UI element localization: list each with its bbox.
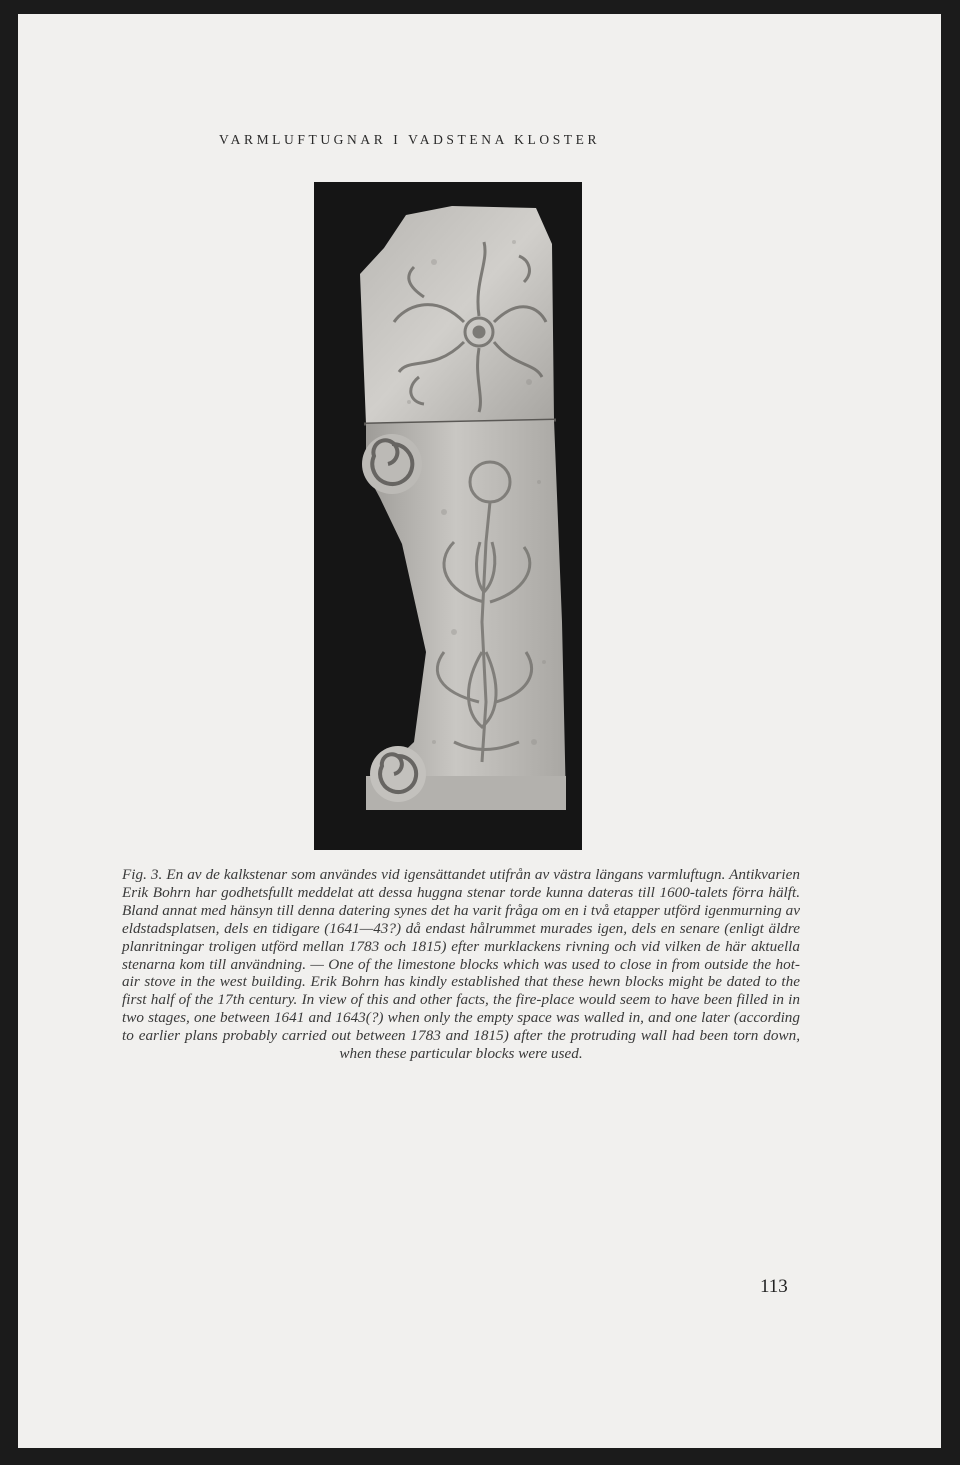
caption-text: Fig. 3. En av de kalkstenar som användes vid igensättandet utifrån av västra längans varmluftugn. Antikvarien Erik Bohrn har godhetsfullt meddelat att dessa huggna stenar torde kunna dateras till 1600-talets förra hälft. Bland annat med hänsyn till denna datering synes det ha varit fråga om en i två etapper utförd igenmurning av eldstadsplatsen, dels en tidigare (1641—43?) då endast hålrummet murades igen, dels en senare (enligt äldre planritningar troligen utförd mellan 1783 och 1815) efter murklackens rivning och vid vilken de här aktuella stenarna kom till användning. — One of the limestone blocks which was used to close in from outside the hot-air stove in the west building. Erik Bohrn has kindly established that these hewn blocks might be dated to the first half of the 17th century. In view of this and other facts, the fire-place would seem to have been filled in in two stages, one between 1641 and 1643(?) when only the empty space was walled in, and one later (according to earlier plans probably carried out between 1783 and 1815) after the protruding wall had been torn down, when these particular blocks were used. xyxy=(122,866,800,1063)
page-number: 113 xyxy=(760,1276,788,1297)
scroll-ornament-top xyxy=(362,434,422,494)
book-page xyxy=(18,14,941,1448)
figure-caption xyxy=(122,866,800,1063)
stone-block-photograph xyxy=(314,182,582,850)
running-head: VARMLUFTUGNAR I VADSTENA KLOSTER xyxy=(219,132,601,147)
